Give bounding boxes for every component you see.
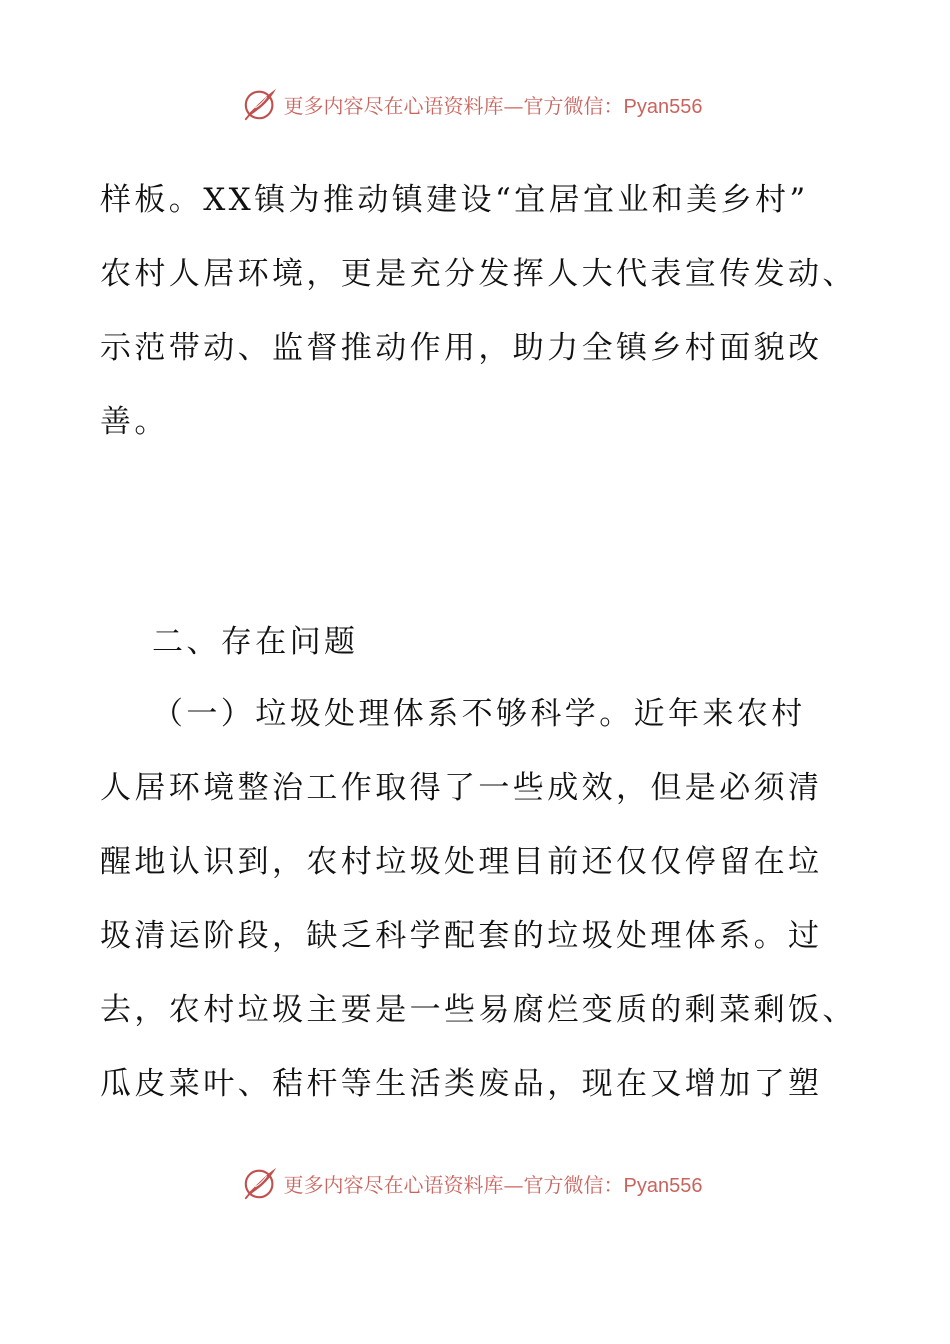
watermark-site-name: 更多内容尽在心语资料库: [283, 93, 504, 118]
body-line-11: 瓜皮菜叶、秸杆等生活类废品，现在又增加了塑: [100, 1066, 823, 1102]
body-line-3: 示范带动、监督推动作用，助力全镇乡村面貌改: [100, 330, 823, 366]
section-heading: 二、存在问题: [152, 624, 359, 660]
watermark-wechat-label-footer: 官方微信：: [523, 1172, 624, 1197]
watermark-dash: —: [503, 93, 524, 118]
body-line-4: 善。: [100, 404, 169, 440]
watermark-dash-footer: —: [503, 1172, 524, 1197]
body-line-6: （一）垃圾处理体系不够科学。近年来农村: [152, 696, 806, 732]
watermark-wechat-handle-footer: Pyan556: [623, 1174, 703, 1197]
watermark-text: [284, 90, 703, 119]
body-line-9: 圾清运阶段，缺乏科学配套的垃圾处理体系。过: [100, 918, 823, 954]
pen-feather-logo-icon: [242, 85, 280, 123]
watermark-group: [242, 85, 703, 123]
watermark-site-name-footer: 更多内容尽在心语资料库: [283, 1172, 504, 1197]
pen-feather-logo-icon: [242, 1164, 280, 1202]
body-line-8: 醒地认识到，农村垃圾处理目前还仅仅停留在垃: [100, 844, 823, 880]
watermark-group-footer: [242, 1164, 703, 1202]
watermark-wechat-handle: Pyan556: [623, 95, 703, 118]
watermark-text-footer: [284, 1169, 703, 1198]
footer-watermark: [0, 1163, 950, 1203]
body-line-10: 去，农村垃圾主要是一些易腐烂变质的剩菜剩饭、: [100, 992, 857, 1028]
body-line-2: 农村人居环境，更是充分发挥人大代表宣传发动、: [100, 256, 857, 292]
watermark-wechat-label: 官方微信：: [523, 93, 624, 118]
body-line-1: 样板。XX镇为推动镇建设“宜居宜业和美乡村”: [100, 182, 809, 218]
body-line-7: 人居环境整治工作取得了一些成效，但是必须清: [100, 770, 823, 806]
header-watermark: [0, 84, 950, 124]
